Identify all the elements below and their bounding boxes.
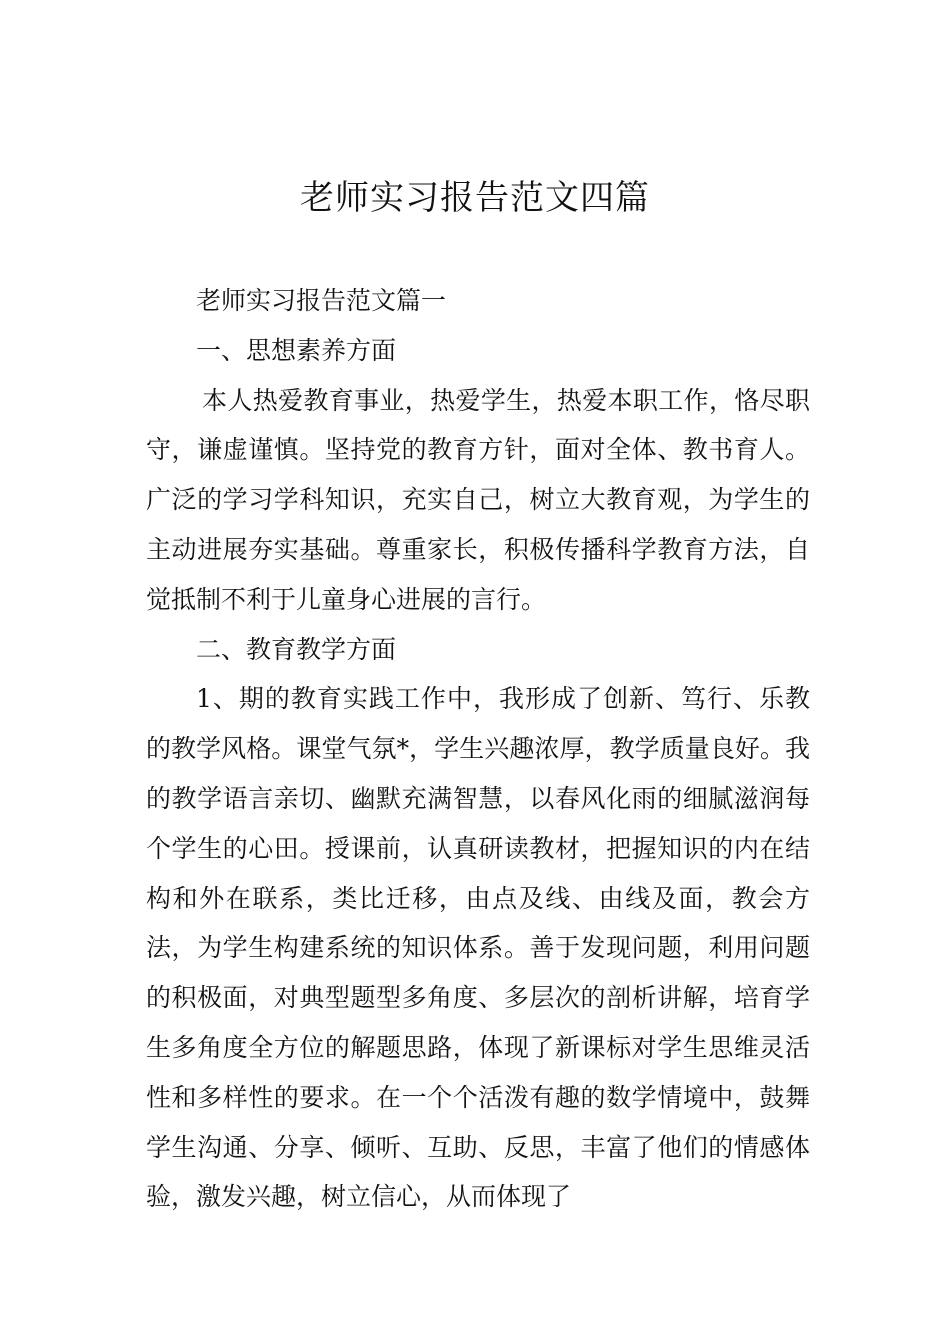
body-paragraph: 本人热爱教育事业，热爱学生，热爱本职工作，恪尽职守，谦虚谨慎。坚持党的教育方针，面对全体、教书育人。广泛的学习学科知识，充实自己，树立大教育观，为学生的主动进展夯实基础。尊重家长，积极传播科学教育方法，自觉抵制不利于儿童身心进展的言行。 (146, 385, 810, 614)
subsection-heading: 一、思想素养方面 (196, 335, 397, 365)
body-paragraph: 1、期的教育实践工作中，我形成了创新、笃行、乐教的教学风格。课堂气氛*，学生兴趣浓厚，教学质量良好。我的教学语言亲切、幽默充满智慧，以春风化雨的细腻滋润每个学生的心田。授课前，认真研读教材，把握知识的内在结构和外在联系，类比迁移，由点及线、由线及面，教会方法，为学生构建系统的知识体系。善于发现问题，利用问题的积极面，对典型题型多角度、多层次的剖析讲解，培育学生多角度全方位的解题思路，体现了新课标对学生思维灵活性和多样性的要求。在一个个活泼有趣的数学情境中，鼓舞学生沟通、分享、倾听、互助、反思，丰富了他们的情感体验，激发兴趣，树立信心，从而体现了 (146, 684, 810, 1212)
subsection-heading: 二、教育教学方面 (196, 634, 397, 664)
section-heading: 老师实习报告范文篇一 (196, 286, 447, 315)
document-title: 老师实习报告范文四篇 (300, 178, 650, 218)
document-body (146, 276, 810, 1222)
